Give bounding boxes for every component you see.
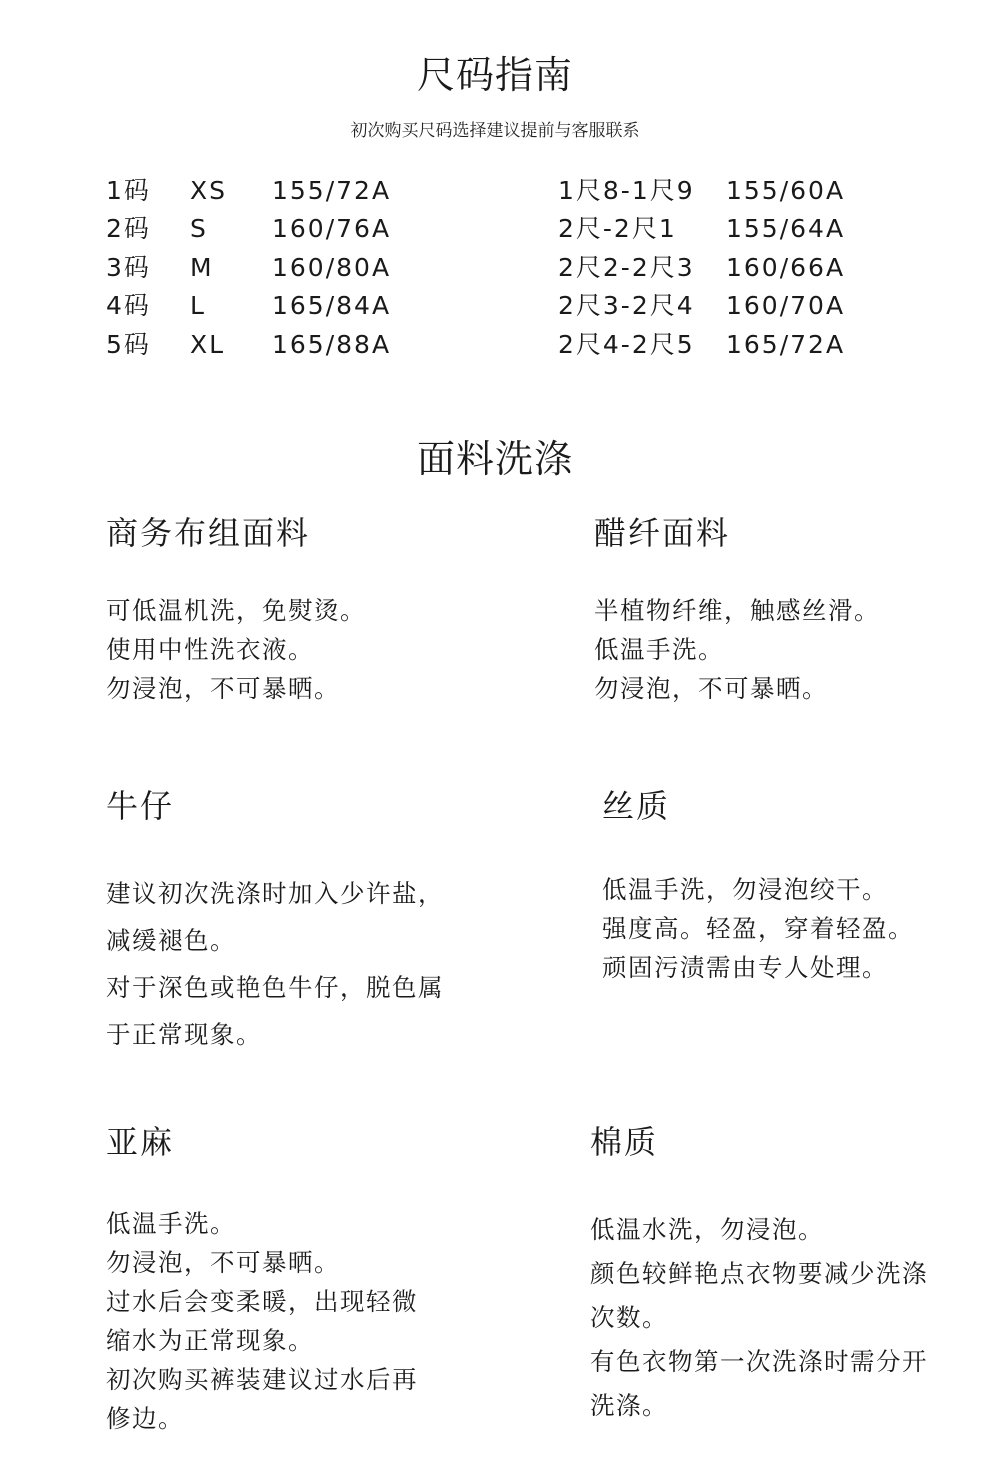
fabric-silk [602, 786, 914, 987]
size-spec: 165/88A [272, 329, 392, 359]
fabric-name: 醋纤面料 [594, 514, 731, 552]
instruction-line: 低温手洗。 [594, 635, 724, 664]
fabric-instructions [602, 870, 914, 987]
size-guide-title: 尺码指南 [416, 53, 573, 97]
fabric-instructions [106, 1204, 418, 1438]
instruction-line: 建议初次洗涤时加入少许盐， [106, 879, 444, 908]
size-letter: M [190, 252, 214, 282]
fabric-instructions [594, 591, 880, 708]
instruction-line: 洗涤。 [590, 1391, 668, 1420]
instruction-line: 于正常现象。 [106, 1020, 262, 1049]
size-letter: L [190, 291, 206, 321]
instruction-line: 过水后会变柔暖，出现轻微 [106, 1287, 418, 1316]
size-code: 5码 [106, 329, 151, 359]
size-letter: XS [190, 176, 227, 205]
size-code: 2码 [106, 214, 151, 244]
waist-range: 2尺4-2尺5 [558, 329, 695, 359]
waist-spec: 160/66A [726, 252, 846, 282]
fabric-acetate [594, 513, 880, 708]
size-spec: 160/76A [272, 214, 392, 244]
fabric-business [106, 513, 366, 708]
waist-range: 2尺3-2尺4 [558, 291, 695, 321]
fabric-instructions [590, 1208, 928, 1428]
instruction-line: 减缓褪色。 [106, 926, 236, 955]
instruction-line: 缩水为正常现象。 [106, 1326, 314, 1355]
waist-range: 2尺-2尺1 [558, 214, 677, 244]
size-code: 4码 [106, 291, 151, 321]
size-spec: 160/80A [272, 252, 392, 282]
size-guide-subtitle: 初次购买尺码选择建议提前与客服联系 [350, 121, 640, 141]
fabric-name: 棉质 [590, 1123, 659, 1161]
fabric-linen [106, 1122, 418, 1438]
fabric-denim [106, 786, 444, 1058]
waist-spec: 165/72A [726, 329, 846, 359]
instruction-line: 颜色较鲜艳点衣物要减少洗涤 [590, 1259, 928, 1288]
instruction-line: 对于深色或艳色牛仔，脱色属 [106, 973, 444, 1002]
fabric-name: 商务布组面料 [106, 514, 311, 552]
instruction-line: 勿浸泡，不可暴晒。 [594, 674, 828, 703]
instruction-line: 半植物纤维，触感丝滑。 [594, 596, 880, 625]
instruction-line: 顽固污渍需由专人处理。 [602, 953, 888, 982]
instruction-line: 使用中性洗衣液。 [106, 635, 314, 664]
instruction-line: 低温手洗，勿浸泡绞干。 [602, 875, 888, 904]
waist-range: 2尺2-2尺3 [558, 252, 695, 282]
instruction-line: 强度高。轻盈，穿着轻盈。 [602, 914, 914, 943]
waist-spec: 155/60A [726, 176, 846, 205]
instruction-line: 有色衣物第一次洗涤时需分开 [590, 1347, 928, 1376]
instruction-line: 勿浸泡，不可暴晒。 [106, 674, 340, 703]
fabric-instructions [106, 870, 444, 1058]
size-letter: XL [190, 329, 226, 359]
size-spec: 155/72A [272, 176, 392, 205]
fabric-name: 亚麻 [106, 1123, 175, 1161]
instruction-line: 次数。 [590, 1303, 668, 1332]
size-letter: S [190, 214, 208, 244]
instruction-line: 初次购买裤装建议过水后再 [106, 1365, 418, 1394]
fabric-instructions [106, 591, 366, 708]
waist-spec: 155/64A [726, 214, 846, 244]
waist-range: 1尺8-1尺9 [558, 176, 695, 205]
fabric-care-title: 面料洗涤 [416, 437, 573, 481]
instruction-line: 低温水洗，勿浸泡。 [590, 1215, 824, 1244]
size-code: 3码 [106, 252, 151, 282]
instruction-line: 勿浸泡，不可暴晒。 [106, 1248, 340, 1277]
size-code: 1码 [106, 176, 151, 205]
size-spec: 165/84A [272, 291, 392, 321]
instruction-line: 可低温机洗，免熨烫。 [106, 596, 366, 625]
fabric-name: 牛仔 [106, 787, 175, 825]
fabric-name: 丝质 [602, 787, 671, 825]
waist-spec: 160/70A [726, 291, 846, 321]
instruction-line: 修边。 [106, 1404, 184, 1433]
fabric-cotton [590, 1122, 928, 1428]
instruction-line: 低温手洗。 [106, 1209, 236, 1238]
